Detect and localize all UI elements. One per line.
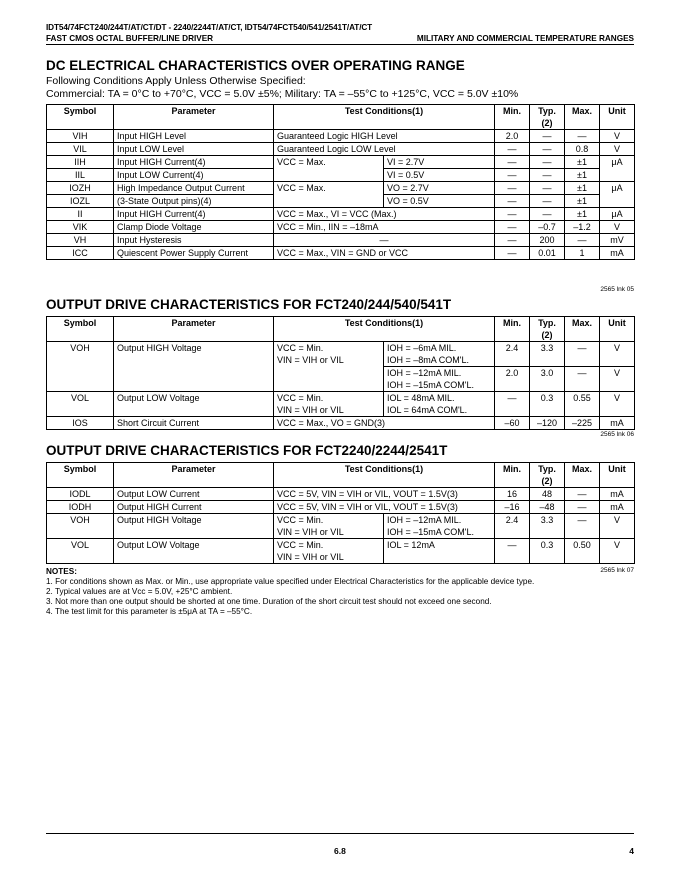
col-typ: Typ.(2) [530,105,565,130]
symbol-cell: VOL [47,539,114,564]
condition-line: IOH = –15mA COM'L. [387,527,474,537]
table-row [47,392,635,417]
typ-cell: –120 [530,417,565,430]
max-cell: — [565,488,600,501]
col-min: Min. [495,105,530,130]
col-symbol: Symbol [47,463,114,488]
od1-header-row [47,317,635,342]
parameter-cell: Quiescent Power Supply Current [114,247,274,260]
table-row [47,417,635,430]
parameter-cell: Input Hysteresis [114,234,274,247]
condition-cell: VO = 0.5V [384,195,495,208]
min-cell: — [495,143,530,156]
parameter-cell: Output LOW Voltage [114,539,274,564]
header-part-numbers: IDT54/74FCT240/244T/AT/CT/DT - 2240/2244T/AT/CT, IDT54/74FCT540/541/2541T/AT/CT [46,23,373,32]
min-cell: 16 [495,488,530,501]
col-unit: Unit [600,463,635,488]
condition-cell [384,514,495,539]
unit-cell: V [600,342,635,367]
condition-line: IOH = –12mA MIL. [387,368,462,378]
footer-page-number: 4 [629,846,634,856]
condition-cell: VI = 0.5V [384,169,495,182]
symbol-cell: ICC [47,247,114,260]
min-cell: — [495,208,530,221]
condition-cell: VCC = Max., VIN = GND or VCC [274,247,495,260]
col-typ: Typ.(2) [530,463,565,488]
parameter-cell: Output LOW Voltage [114,392,274,417]
condition-cell: VCC = Min., IIN = –18mA [274,221,495,234]
typ-cell: 48 [530,488,565,501]
od2-section-title: OUTPUT DRIVE CHARACTERISTICS FOR FCT2240/2244/2541T [46,443,448,458]
max-cell: — [565,501,600,514]
typ-cell: 3.3 [530,342,565,367]
typ-cell: — [530,156,565,169]
condition-line: IOL = 48mA MIL. [387,393,455,403]
unit-cell: V [600,392,635,417]
symbol-cell: VIK [47,221,114,234]
parameter-cell: (3-State Output pins)(4) [114,195,274,208]
symbol-cell: IOZH [47,182,114,195]
condition-line: IOH = –8mA COM'L. [387,355,469,365]
col-test-conditions: Test Conditions(1) [274,463,495,488]
max-cell: ±1 [565,156,600,169]
condition-cell: VCC = 5V, VIN = VIH or VIL, VOUT = 1.5V(3) [274,488,495,501]
min-cell: 2.4 [495,342,530,367]
condition-line: IOH = –15mA COM'L. [387,380,474,390]
table-row [47,488,635,501]
parameter-cell: Input HIGH Current(4) [114,208,274,221]
col-test-conditions: Test Conditions(1) [274,105,495,130]
max-cell: — [565,130,600,143]
max-cell: ±1 [565,182,600,195]
min-cell: 2.0 [495,367,530,392]
parameter-cell: Output LOW Current [114,488,274,501]
parameter-cell: Input HIGH Level [114,130,274,143]
max-cell: — [565,367,600,392]
max-cell: — [565,514,600,539]
col-max: Max. [565,463,600,488]
od2-ink-code: 2565 lnk 07 [600,567,634,574]
min-cell: — [495,539,530,564]
symbol-cell: IOS [47,417,114,430]
typ-cell: — [530,208,565,221]
condition-cell: VCC = Max. [274,182,384,208]
parameter-cell: Output HIGH Voltage [114,514,274,539]
header-device-title: FAST CMOS OCTAL BUFFER/LINE DRIVER [46,34,214,43]
od2-table [46,462,635,564]
table-row [47,342,635,367]
unit-cell: mA [600,501,635,514]
max-cell: 0.55 [565,392,600,417]
unit-cell: μA [600,208,635,221]
table-row [47,130,635,143]
typ-cell: –48 [530,501,565,514]
condition-cell [384,392,495,417]
table-row [47,539,635,564]
min-cell: — [495,392,530,417]
parameter-cell: Input LOW Level [114,143,274,156]
condition-cell [274,392,384,417]
note-1: 1. For conditions shown as Max. or Min., use appropriate value specified under Electrical Characteristics for the applicable device type. [46,577,535,586]
min-cell: — [495,182,530,195]
col-min: Min. [495,463,530,488]
od1-ink-code: 2565 lnk 06 [600,431,634,438]
od2-header-row [47,463,635,488]
condition-cell: VO = 2.7V [384,182,495,195]
condition-cell [274,539,384,564]
max-cell: –1.2 [565,221,600,234]
col-symbol: Symbol [47,105,114,130]
unit-cell: mA [600,247,635,260]
min-cell: — [495,195,530,208]
col-min: Min. [495,317,530,342]
dc-characteristics-table [46,104,635,260]
col-parameter: Parameter [114,105,274,130]
symbol-cell: VIH [47,130,114,143]
condition-line: IOL = 64mA COM'L. [387,405,468,415]
col-typ: Typ.(2) [530,317,565,342]
dc-header-row [47,105,635,130]
parameter-cell: Short Circuit Current [114,417,274,430]
col-symbol: Symbol [47,317,114,342]
dc-section-title: DC ELECTRICAL CHARACTERISTICS OVER OPERATING RANGE [46,58,465,73]
min-cell: 2.0 [495,130,530,143]
symbol-cell: VOL [47,392,114,417]
footer-rule [46,833,634,834]
condition-line: IOH = –6mA MIL. [387,343,457,353]
condition-cell: VI = 2.7V [384,156,495,169]
typ-cell: — [530,169,565,182]
min-cell: –60 [495,417,530,430]
max-cell: ±1 [565,169,600,182]
max-cell: 0.50 [565,539,600,564]
col-test-conditions: Test Conditions(1) [274,317,495,342]
notes-title: NOTES: [46,567,77,576]
condition-line: VIN = VIH or VIL [277,355,344,365]
condition-cell [384,367,495,392]
symbol-cell: VOH [47,514,114,539]
typ-cell: 3.0 [530,367,565,392]
condition-cell [274,514,384,539]
min-cell: — [495,247,530,260]
max-cell: ±1 [565,195,600,208]
min-cell: — [495,156,530,169]
typ-cell: — [530,195,565,208]
condition-line: VIN = VIH or VIL [277,527,344,537]
dc-ink-code: 2565 lnk 05 [600,286,634,293]
min-cell: 2.4 [495,514,530,539]
condition-cell [384,342,495,367]
note-2: 2. Typical values are at Vcc = 5.0V, +25°C ambient. [46,587,233,596]
typ-cell: 200 [530,234,565,247]
table-row [47,143,635,156]
table-row [47,247,635,260]
min-cell: — [495,221,530,234]
symbol-cell: VH [47,234,114,247]
typ-cell: — [530,182,565,195]
max-cell: — [565,234,600,247]
parameter-cell: Input HIGH Current(4) [114,156,274,169]
symbol-cell: II [47,208,114,221]
notes-block [46,567,534,617]
unit-cell: V [600,221,635,234]
note-4: 4. The test limit for this parameter is ±5μA at TA = –55°C. [46,607,253,616]
table-row [47,514,635,539]
table-row [47,208,635,221]
unit-cell: μA [600,156,635,182]
symbol-cell: IOZL [47,195,114,208]
condition-line: VIN = VIH or VIL [277,405,344,415]
max-cell: ±1 [565,208,600,221]
condition-line: VIN = VIH or VIL [277,552,344,562]
dc-conditions-intro: Following Conditions Apply Unless Otherwise Specified: [46,75,306,87]
typ-cell: 3.3 [530,514,565,539]
col-parameter: Parameter [114,463,274,488]
min-cell: — [495,234,530,247]
parameter-cell: Input LOW Current(4) [114,169,274,182]
od1-table [46,316,635,430]
condition-cell [274,342,384,392]
condition-cell: VCC = Max., VI = VCC (Max.) [274,208,495,221]
min-cell: — [495,169,530,182]
table-row [47,182,635,195]
col-unit: Unit [600,105,635,130]
table-row [47,501,635,514]
condition-line: VCC = Min. [277,540,324,550]
unit-cell: V [600,130,635,143]
col-max: Max. [565,105,600,130]
symbol-cell: IIL [47,169,114,182]
parameter-cell: Clamp Diode Voltage [114,221,274,234]
parameter-cell: High Impedance Output Current [114,182,274,195]
unit-cell: mA [600,488,635,501]
parameter-cell: Output HIGH Current [114,501,274,514]
condition-cell: VCC = Max. [274,156,384,182]
typ-cell: 0.3 [530,392,565,417]
max-cell: –225 [565,417,600,430]
unit-cell: V [600,143,635,156]
col-parameter: Parameter [114,317,274,342]
col-max: Max. [565,317,600,342]
max-cell: 0.8 [565,143,600,156]
table-row [47,234,635,247]
od1-section-title: OUTPUT DRIVE CHARACTERISTICS FOR FCT240/244/540/541T [46,297,452,312]
max-cell: — [565,342,600,367]
col-unit: Unit [600,317,635,342]
unit-cell: mV [600,234,635,247]
typ-cell: — [530,130,565,143]
table-row [47,156,635,169]
condition-cell: VCC = 5V, VIN = VIH or VIL, VOUT = 1.5V(3) [274,501,495,514]
unit-cell: V [600,539,635,564]
condition-line: VCC = Min. [277,393,324,403]
dc-conditions-ranges: Commercial: TA = 0°C to +70°C, VCC = 5.0V ±5%; Military: TA = –55°C to +125°C, VCC = 5.0V ±10% [46,88,519,100]
typ-cell: 0.01 [530,247,565,260]
condition-line: VCC = Min. [277,343,324,353]
condition-cell: IOL = 12mA [384,539,495,564]
symbol-cell: IODL [47,488,114,501]
typ-cell: — [530,143,565,156]
condition-cell: VCC = Max., VO = GND(3) [274,417,495,430]
unit-cell: mA [600,417,635,430]
condition-line: VCC = Min. [277,515,324,525]
table-row [47,221,635,234]
unit-cell: V [600,367,635,392]
symbol-cell: IIH [47,156,114,169]
note-3: 3. Not more than one output should be shorted at one time. Duration of the short circuit test should not exceed one second. [46,597,492,606]
unit-cell: V [600,514,635,539]
footer-section-number: 6.8 [334,846,346,856]
parameter-cell: Output HIGH Voltage [114,342,274,392]
typ-cell: 0.3 [530,539,565,564]
min-cell: –16 [495,501,530,514]
condition-cell: Guaranteed Logic HIGH Level [274,130,495,143]
header-temperature-ranges: MILITARY AND COMMERCIAL TEMPERATURE RANGES [416,34,634,43]
condition-cell: Guaranteed Logic LOW Level [274,143,495,156]
symbol-cell: VOH [47,342,114,392]
symbol-cell: VIL [47,143,114,156]
header-rule [46,44,634,45]
unit-cell: μA [600,182,635,208]
max-cell: 1 [565,247,600,260]
symbol-cell: IODH [47,501,114,514]
typ-cell: –0.7 [530,221,565,234]
condition-cell: — [274,234,495,247]
condition-line: IOH = –12mA MIL. [387,515,462,525]
